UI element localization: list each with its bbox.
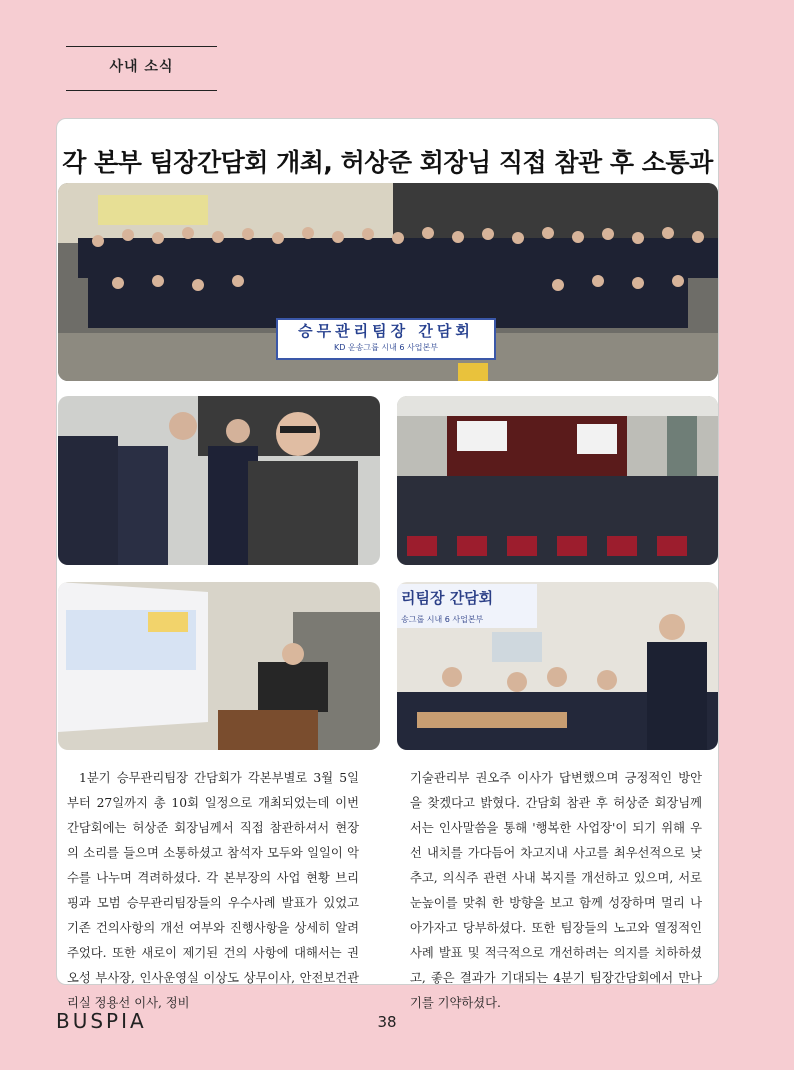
section-label: 사내 소식 xyxy=(109,59,174,75)
group-photo xyxy=(58,183,718,381)
group-banner-title: 승무관리팀장 간담회 xyxy=(298,322,474,340)
meeting-slide-sub: 송그룹 시내 6 사업본부 xyxy=(401,615,484,624)
presentation-photo xyxy=(58,582,380,750)
meeting-photo xyxy=(397,582,718,750)
meeting-slide-title xyxy=(397,584,537,628)
article-text-col2: 기술관리부 권오주 이사가 답변했으며 긍정적인 방안을 찾겠다고 밝혔다. 간담회 참관 후 허상준 회장님께서는 인사말씀을 통해 '행복한 사업장'이 되기 위해 우선 내치를 가다듬어 차고지내 사고를 최우선적으로 낮추고, 의식주 관련 사내 복지를 개선하고 있으며, 서로 눈높이를 맞춰 한 방향을 보고 함께 성장하며 멀리 나아가자고 당부하셨다. 또한 팀장들의 노고와 열정적인 사례 발표 및 적극적으로 개선하려는 의지를 치하하셨고, 좋은 결과가 기대되는 4분기 팀장간담회에서 만나기를 기약하셨다. xyxy=(410,771,702,1010)
article-column-1 xyxy=(67,766,359,1016)
buspia-logo: BUSPIA xyxy=(56,1009,147,1033)
auditorium-photo xyxy=(397,396,718,565)
section-rule-bottom xyxy=(66,90,217,91)
group-banner-sub: KD 운송그룹 시내 6 사업본부 xyxy=(334,343,438,352)
handshake-photo xyxy=(58,396,380,565)
article-column-2 xyxy=(410,766,702,1016)
group-banner xyxy=(276,318,496,360)
headline: 각 본부 팀장간담회 개최, 허상준 회장님 직접 참관 후 소통과 xyxy=(62,148,713,177)
meeting-slide-title-text: 리팀장 간담회 xyxy=(401,589,494,607)
page-number: 38 xyxy=(377,1013,397,1031)
article-text-col1: 1분기 승무관리팀장 간담회가 각본부별로 3월 5일부터 27일까지 총 10회 일정으로 개최되었는데 이번 간담회에는 허상준 회장님께서 직접 참관하셔서 현장의 소리를 들으며 소통하셨고 참석자 모두와 일일이 악수를 나누며 격려하셨다. 각 본부장의 사업 현황 브리핑과 모범 승무관리팀장들의 우수사례 발표가 있었고 기존 건의사항의 개선 여부와 진행사항을 상세히 알려주었다. 또한 새로이 제기된 건의 사항에 대해서는 권오성 부사장, 인사운영실 이상도 상무이사, 안전보건관리실 정용선 이사, 정비 xyxy=(67,771,359,1010)
section-rule-top xyxy=(66,46,217,47)
